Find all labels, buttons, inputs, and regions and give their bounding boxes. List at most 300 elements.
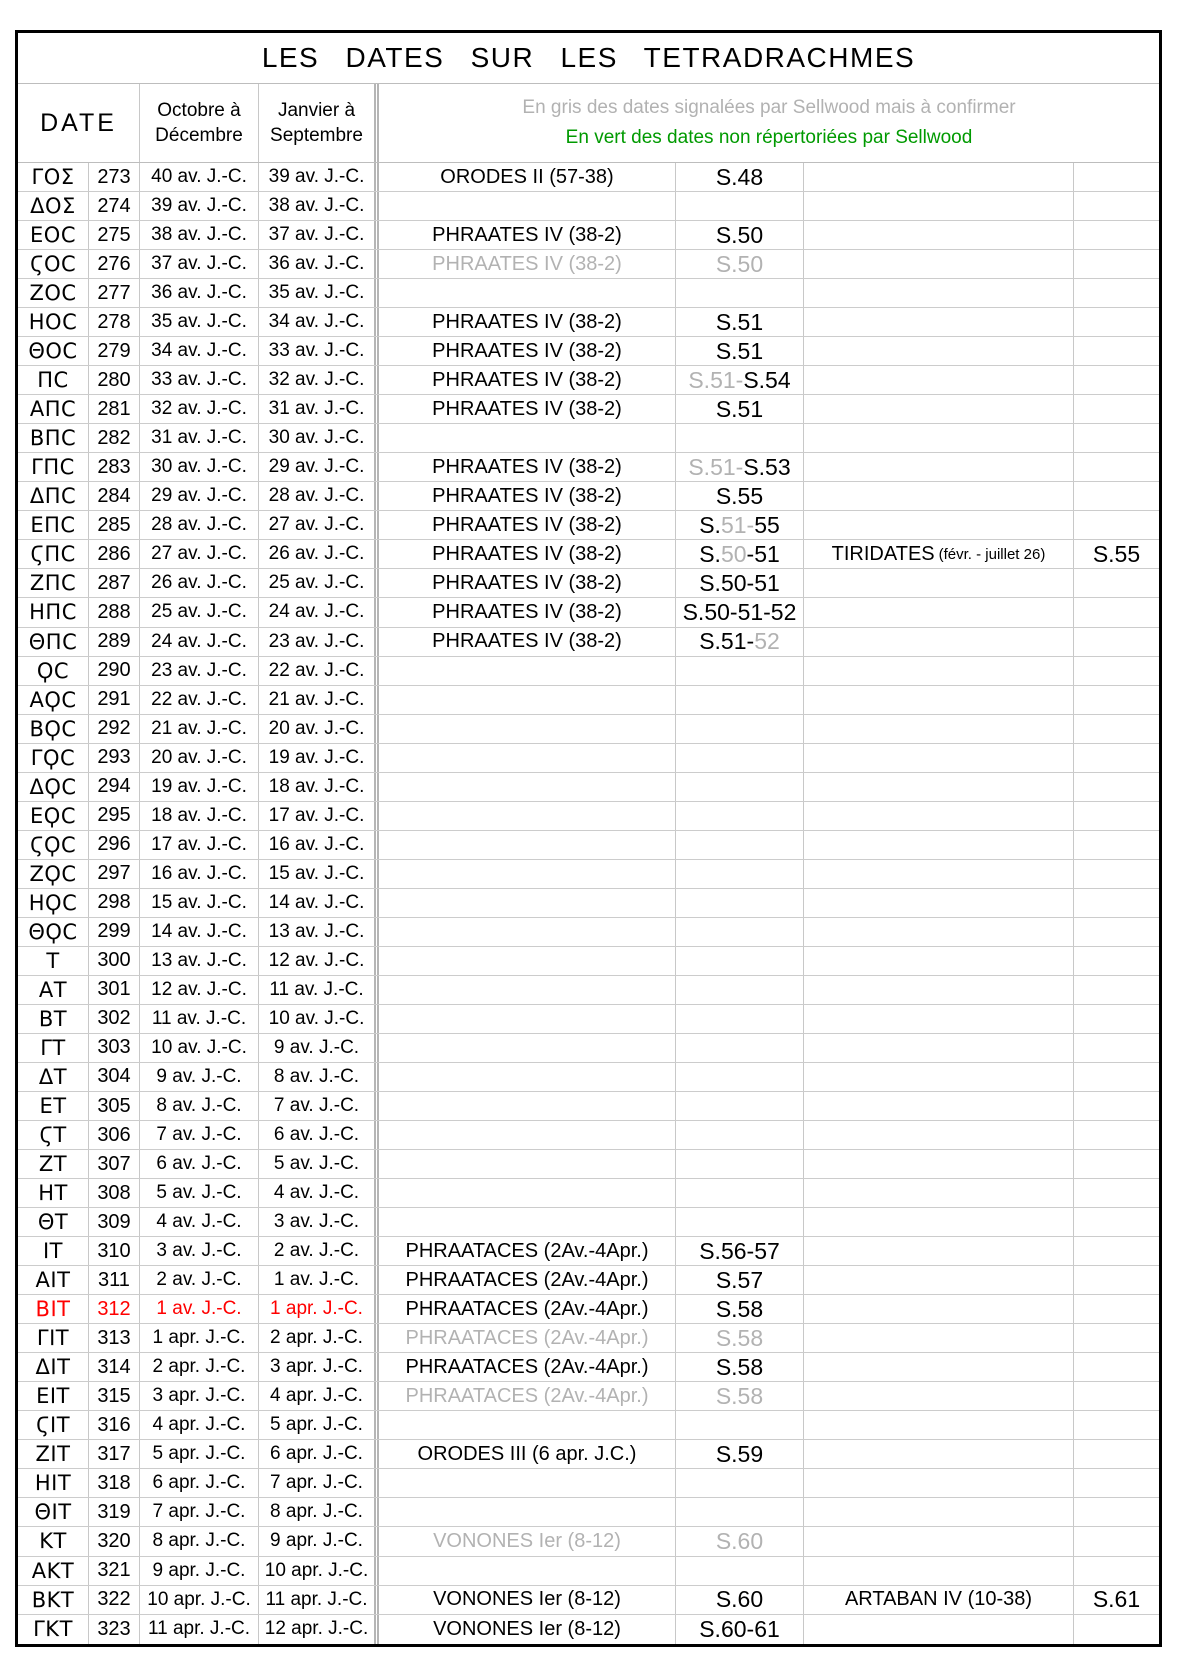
year-number-cell: 273 <box>89 163 140 191</box>
ruler2-cell <box>804 163 1074 191</box>
cell-segment: S.51 <box>715 308 764 335</box>
ruler-cell <box>379 686 676 714</box>
date-jan-sep-cell: 19 av. J.-C. <box>259 744 379 772</box>
cell-segment: PHRAATACES (2Av.-4Apr.) <box>405 1326 649 1349</box>
date-jan-sep-cell: 8 av. J.-C. <box>259 1063 379 1091</box>
table-row <box>18 250 1159 279</box>
ruler2-cell <box>804 1498 1074 1526</box>
header-oct-dec-line1: Octobre à <box>157 100 241 121</box>
date-oct-dec-cell: 3 apr. J.-C. <box>140 1382 259 1410</box>
ruler-cell <box>379 657 676 685</box>
sellwood-ref-cell <box>676 598 804 626</box>
year-number-cell: 302 <box>89 1005 140 1033</box>
table-row <box>18 1527 1159 1556</box>
table-row <box>18 395 1159 424</box>
sellwood-ref-cell <box>676 1121 804 1149</box>
ruler2-cell <box>804 947 1074 975</box>
sellwood-ref2-cell <box>1074 1557 1159 1585</box>
cell-segment: PHRAATES IV (38-2) <box>432 455 622 478</box>
ruler2-cell <box>804 1353 1074 1381</box>
year-number-cell: 285 <box>89 511 140 539</box>
cell-segment: PHRAATACES (2Av.-4Apr.) <box>405 1239 649 1262</box>
year-number-cell: 284 <box>89 482 140 510</box>
year-greek-cell: ΘΙΤ <box>18 1498 89 1526</box>
date-jan-sep-cell: 11 apr. J.-C. <box>259 1586 379 1614</box>
ruler-cell <box>379 1150 676 1178</box>
date-oct-dec-cell: 1 av. J.-C. <box>140 1295 259 1323</box>
ruler2-cell <box>804 628 1074 656</box>
sellwood-ref-cell <box>676 395 804 423</box>
date-oct-dec-cell: 35 av. J.-C. <box>140 308 259 336</box>
ruler-cell <box>379 889 676 917</box>
date-oct-dec-cell: 8 apr. J.-C. <box>140 1527 259 1555</box>
date-jan-sep-cell: 4 apr. J.-C. <box>259 1382 379 1410</box>
table-row <box>18 279 1159 308</box>
ruler-cell <box>379 1527 676 1555</box>
header-oct-dec-line2: Décembre <box>155 125 243 146</box>
sellwood-ref2-cell <box>1074 1150 1159 1178</box>
date-oct-dec-cell: 15 av. J.-C. <box>140 889 259 917</box>
table-row <box>18 628 1159 657</box>
cell-segment: PHRAATES IV (38-2) <box>432 484 622 507</box>
sellwood-ref2-cell <box>1074 540 1159 568</box>
year-number-cell: 303 <box>89 1034 140 1062</box>
year-number-cell: 322 <box>89 1586 140 1614</box>
year-number-cell: 305 <box>89 1092 140 1120</box>
cell-segment: S.48 <box>715 163 764 190</box>
table-row <box>18 1498 1159 1527</box>
table-row <box>18 308 1159 337</box>
date-oct-dec-cell: 5 av. J.-C. <box>140 1179 259 1207</box>
ruler2-cell <box>804 511 1074 539</box>
sellwood-ref2-cell <box>1074 221 1159 249</box>
date-oct-dec-cell: 27 av. J.-C. <box>140 540 259 568</box>
sellwood-ref2-cell <box>1074 889 1159 917</box>
date-oct-dec-cell: 32 av. J.-C. <box>140 395 259 423</box>
year-greek-cell: ΕΤ <box>18 1092 89 1120</box>
sellwood-ref-cell <box>676 540 804 568</box>
ruler-cell <box>379 308 676 336</box>
date-jan-sep-cell: 24 av. J.-C. <box>259 598 379 626</box>
date-oct-dec-cell: 34 av. J.-C. <box>140 337 259 365</box>
year-number-cell: 293 <box>89 744 140 772</box>
cell-segment: 55 <box>754 511 780 538</box>
sellwood-ref-cell <box>676 1237 804 1265</box>
year-greek-cell: ϚΤ <box>18 1121 89 1149</box>
header-date: DATE <box>18 84 140 162</box>
date-oct-dec-cell: 2 apr. J.-C. <box>140 1353 259 1381</box>
year-number-cell: 311 <box>89 1266 140 1294</box>
table-row <box>18 1353 1159 1382</box>
date-jan-sep-cell: 14 av. J.-C. <box>259 889 379 917</box>
date-jan-sep-cell: 8 apr. J.-C. <box>259 1498 379 1526</box>
sellwood-ref-cell <box>676 424 804 452</box>
sellwood-ref2-cell <box>1074 1498 1159 1526</box>
ruler2-cell <box>804 802 1074 830</box>
year-number-cell: 300 <box>89 947 140 975</box>
sellwood-ref-cell <box>676 1092 804 1120</box>
sellwood-ref2-cell <box>1074 482 1159 510</box>
date-oct-dec-cell: 6 av. J.-C. <box>140 1150 259 1178</box>
date-oct-dec-cell: 37 av. J.-C. <box>140 250 259 278</box>
ruler2-cell <box>804 250 1074 278</box>
sellwood-ref2-cell <box>1074 279 1159 307</box>
year-number-cell: 282 <box>89 424 140 452</box>
sellwood-ref-cell <box>676 947 804 975</box>
year-greek-cell: ϚϘϹ <box>18 831 89 859</box>
date-oct-dec-cell: 7 apr. J.-C. <box>140 1498 259 1526</box>
year-greek-cell: Τ <box>18 947 89 975</box>
date-oct-dec-cell: 16 av. J.-C. <box>140 860 259 888</box>
legend-green-note: En vert des dates non répertoriées par Sellwood <box>565 127 973 148</box>
ruler-cell <box>379 1063 676 1091</box>
date-oct-dec-cell: 11 apr. J.-C. <box>140 1615 259 1644</box>
sellwood-ref2-cell <box>1074 1615 1159 1644</box>
cell-segment: S.53 <box>743 453 791 480</box>
table-row <box>18 918 1159 947</box>
table-row <box>18 337 1159 366</box>
ruler-cell <box>379 1237 676 1265</box>
table-row <box>18 482 1159 511</box>
ruler-cell <box>379 163 676 191</box>
date-oct-dec-cell: 25 av. J.-C. <box>140 598 259 626</box>
date-oct-dec-cell: 11 av. J.-C. <box>140 1005 259 1033</box>
sellwood-ref-cell <box>676 744 804 772</box>
year-greek-cell: ϚΟϹ <box>18 250 89 278</box>
sellwood-ref-cell <box>676 860 804 888</box>
cell-segment: PHRAATACES (2Av.-4Apr.) <box>405 1384 649 1407</box>
year-greek-cell: ΗΤ <box>18 1179 89 1207</box>
sellwood-ref-cell <box>676 453 804 481</box>
ruler2-cell <box>804 831 1074 859</box>
year-greek-cell: ΘΠϹ <box>18 628 89 656</box>
year-number-cell: 291 <box>89 686 140 714</box>
cell-segment: S.58 <box>715 1295 764 1322</box>
date-oct-dec-cell: 10 av. J.-C. <box>140 1034 259 1062</box>
table-row <box>18 540 1159 569</box>
sellwood-ref-cell <box>676 279 804 307</box>
table-row <box>18 1324 1159 1353</box>
table-body <box>18 163 1159 1644</box>
sellwood-ref-cell <box>676 1353 804 1381</box>
legend-gray-note: En gris des dates signalées par Sellwood mais à confirmer <box>522 97 1016 118</box>
cell-segment: S.54 <box>743 366 791 393</box>
table-row <box>18 1063 1159 1092</box>
ruler-cell <box>379 1440 676 1468</box>
ruler2-cell <box>804 540 1074 568</box>
year-greek-cell: ΚΤ <box>18 1527 89 1555</box>
year-greek-cell: ΓϘϹ <box>18 744 89 772</box>
date-jan-sep-cell: 5 av. J.-C. <box>259 1150 379 1178</box>
ruler-cell <box>379 279 676 307</box>
ruler2-cell <box>804 1615 1074 1644</box>
cell-segment: PHRAATES IV (38-2) <box>432 542 622 565</box>
sellwood-ref2-cell <box>1074 831 1159 859</box>
sellwood-ref2-cell <box>1074 1382 1159 1410</box>
table-row <box>18 976 1159 1005</box>
date-oct-dec-cell: 40 av. J.-C. <box>140 163 259 191</box>
ruler-cell <box>379 1586 676 1614</box>
date-jan-sep-cell: 17 av. J.-C. <box>259 802 379 830</box>
cell-segment: TIRIDATES <box>831 542 935 565</box>
ruler-cell <box>379 1324 676 1352</box>
ruler-cell <box>379 540 676 568</box>
sellwood-ref2-cell <box>1074 1121 1159 1149</box>
date-jan-sep-cell: 34 av. J.-C. <box>259 308 379 336</box>
sellwood-ref2-cell <box>1074 453 1159 481</box>
sellwood-ref-cell <box>676 1005 804 1033</box>
year-greek-cell: ϘϹ <box>18 657 89 685</box>
sellwood-ref2-cell <box>1074 628 1159 656</box>
date-jan-sep-cell: 11 av. J.-C. <box>259 976 379 1004</box>
date-jan-sep-cell: 6 apr. J.-C. <box>259 1440 379 1468</box>
ruler-cell <box>379 1353 676 1381</box>
date-oct-dec-cell: 24 av. J.-C. <box>140 628 259 656</box>
date-jan-sep-cell: 33 av. J.-C. <box>259 337 379 365</box>
sellwood-ref-cell <box>676 1150 804 1178</box>
table-row <box>18 221 1159 250</box>
year-number-cell: 289 <box>89 628 140 656</box>
year-greek-cell: ΗΠϹ <box>18 598 89 626</box>
sellwood-ref-cell <box>676 1295 804 1323</box>
sellwood-ref-cell <box>676 366 804 394</box>
ruler-cell <box>379 1179 676 1207</box>
sellwood-ref2-cell <box>1074 163 1159 191</box>
sellwood-ref2-cell <box>1074 250 1159 278</box>
date-oct-dec-cell: 10 apr. J.-C. <box>140 1586 259 1614</box>
cell-segment: ORODES III (6 apr. J.C.) <box>417 1442 637 1465</box>
sellwood-ref-cell <box>676 628 804 656</box>
date-jan-sep-cell: 39 av. J.-C. <box>259 163 379 191</box>
ruler2-cell <box>804 976 1074 1004</box>
date-oct-dec-cell: 13 av. J.-C. <box>140 947 259 975</box>
date-jan-sep-cell: 26 av. J.-C. <box>259 540 379 568</box>
year-greek-cell: ΓΟΣ <box>18 163 89 191</box>
sellwood-ref2-cell <box>1074 598 1159 626</box>
cell-segment: S. <box>699 540 721 567</box>
year-number-cell: 318 <box>89 1469 140 1497</box>
sellwood-ref-cell <box>676 1208 804 1236</box>
year-greek-cell: ϚΙΤ <box>18 1411 89 1439</box>
sellwood-ref2-cell <box>1074 1063 1159 1091</box>
year-greek-cell: ΗΙΤ <box>18 1469 89 1497</box>
date-oct-dec-cell: 7 av. J.-C. <box>140 1121 259 1149</box>
ruler2-cell <box>804 366 1074 394</box>
ruler-cell <box>379 1121 676 1149</box>
ruler-cell <box>379 1557 676 1585</box>
cell-segment: S.59 <box>715 1440 764 1467</box>
table-row <box>18 366 1159 395</box>
header-oct-dec <box>140 84 259 162</box>
year-greek-cell: ΙΤ <box>18 1237 89 1265</box>
year-number-cell: 304 <box>89 1063 140 1091</box>
cell-segment: S.60-61 <box>699 1615 780 1642</box>
year-greek-cell: ΗΟϹ <box>18 308 89 336</box>
year-number-cell: 313 <box>89 1324 140 1352</box>
date-jan-sep-cell: 10 av. J.-C. <box>259 1005 379 1033</box>
sellwood-ref-cell <box>676 686 804 714</box>
date-jan-sep-cell: 9 apr. J.-C. <box>259 1527 379 1555</box>
sellwood-ref2-cell <box>1074 976 1159 1004</box>
year-greek-cell: ΑΙΤ <box>18 1266 89 1294</box>
cell-segment: PHRAATES IV (38-2) <box>432 368 622 391</box>
ruler-cell <box>379 1034 676 1062</box>
year-number-cell: 275 <box>89 221 140 249</box>
cell-segment: PHRAATES IV (38-2) <box>432 397 622 420</box>
table-row <box>18 1586 1159 1615</box>
sellwood-ref-cell <box>676 657 804 685</box>
sellwood-ref2-cell <box>1074 569 1159 597</box>
year-number-cell: 323 <box>89 1615 140 1644</box>
table-row <box>18 1034 1159 1063</box>
year-number-cell: 301 <box>89 976 140 1004</box>
year-number-cell: 320 <box>89 1527 140 1555</box>
date-jan-sep-cell: 25 av. J.-C. <box>259 569 379 597</box>
date-jan-sep-cell: 7 av. J.-C. <box>259 1092 379 1120</box>
ruler2-cell <box>804 1150 1074 1178</box>
ruler-cell <box>379 918 676 946</box>
year-greek-cell: ΑΚΤ <box>18 1557 89 1585</box>
sellwood-ref2-cell <box>1074 1179 1159 1207</box>
date-oct-dec-cell: 4 av. J.-C. <box>140 1208 259 1236</box>
sellwood-ref2-cell <box>1074 1324 1159 1352</box>
table-row <box>18 1121 1159 1150</box>
year-number-cell: 283 <box>89 453 140 481</box>
year-number-cell: 290 <box>89 657 140 685</box>
date-jan-sep-cell: 30 av. J.-C. <box>259 424 379 452</box>
date-jan-sep-cell: 35 av. J.-C. <box>259 279 379 307</box>
table-row <box>18 1295 1159 1324</box>
sellwood-ref-cell <box>676 192 804 220</box>
ruler-cell <box>379 744 676 772</box>
date-jan-sep-cell: 23 av. J.-C. <box>259 628 379 656</box>
date-jan-sep-cell: 5 apr. J.-C. <box>259 1411 379 1439</box>
sellwood-ref2-cell <box>1074 511 1159 539</box>
cell-segment: S.56-57 <box>699 1237 780 1264</box>
ruler2-cell <box>804 453 1074 481</box>
year-greek-cell: ΔΟΣ <box>18 192 89 220</box>
table-row <box>18 860 1159 889</box>
cell-segment: S.60 <box>715 1586 764 1613</box>
table-header <box>18 84 1159 163</box>
ruler2-cell <box>804 1092 1074 1120</box>
header-jan-sep-line1: Janvier à <box>277 100 356 121</box>
ruler2-cell <box>804 1469 1074 1497</box>
sellwood-ref2-cell <box>1074 1208 1159 1236</box>
sellwood-ref-cell <box>676 773 804 801</box>
sellwood-ref2-cell <box>1074 1034 1159 1062</box>
ruler-cell <box>379 1382 676 1410</box>
cell-segment: PHRAATES IV (38-2) <box>432 310 622 333</box>
cell-segment: S.50-51-52 <box>682 598 797 625</box>
page-title: LES DATES SUR LES TETRADRACHMES <box>18 33 1159 84</box>
date-oct-dec-cell: 9 apr. J.-C. <box>140 1557 259 1585</box>
year-greek-cell: ΖΙΤ <box>18 1440 89 1468</box>
year-number-cell: 314 <box>89 1353 140 1381</box>
year-number-cell: 308 <box>89 1179 140 1207</box>
table-row <box>18 163 1159 192</box>
ruler2-cell <box>804 1121 1074 1149</box>
date-oct-dec-cell: 33 av. J.-C. <box>140 366 259 394</box>
date-oct-dec-cell: 30 av. J.-C. <box>140 453 259 481</box>
date-oct-dec-cell: 38 av. J.-C. <box>140 221 259 249</box>
cell-segment: PHRAATES IV (38-2) <box>432 513 622 536</box>
cell-segment: PHRAATES IV (38-2) <box>432 571 622 594</box>
ruler2-cell <box>804 744 1074 772</box>
date-oct-dec-cell: 23 av. J.-C. <box>140 657 259 685</box>
cell-segment: S.58 <box>715 1382 764 1409</box>
header-legend <box>379 84 1159 162</box>
cell-segment: S.55 <box>1092 540 1141 567</box>
year-greek-cell: ΖΠϹ <box>18 569 89 597</box>
ruler-cell <box>379 1208 676 1236</box>
year-number-cell: 315 <box>89 1382 140 1410</box>
cell-segment: VONONES Ier (8-12) <box>433 1588 621 1611</box>
ruler2-cell <box>804 1440 1074 1468</box>
table-row <box>18 1469 1159 1498</box>
date-jan-sep-cell: 29 av. J.-C. <box>259 453 379 481</box>
date-jan-sep-cell: 27 av. J.-C. <box>259 511 379 539</box>
year-number-cell: 307 <box>89 1150 140 1178</box>
ruler2-cell <box>804 308 1074 336</box>
date-jan-sep-cell: 28 av. J.-C. <box>259 482 379 510</box>
ruler2-cell <box>804 569 1074 597</box>
date-jan-sep-cell: 6 av. J.-C. <box>259 1121 379 1149</box>
date-jan-sep-cell: 12 av. J.-C. <box>259 947 379 975</box>
year-number-cell: 277 <box>89 279 140 307</box>
date-jan-sep-cell: 1 av. J.-C. <box>259 1266 379 1294</box>
year-number-cell: 316 <box>89 1411 140 1439</box>
sellwood-ref-cell <box>676 889 804 917</box>
ruler2-cell <box>804 192 1074 220</box>
ruler2-cell <box>804 1324 1074 1352</box>
cell-segment: S.58 <box>715 1324 764 1351</box>
sellwood-ref2-cell <box>1074 1469 1159 1497</box>
date-oct-dec-cell: 3 av. J.-C. <box>140 1237 259 1265</box>
year-greek-cell: ΑΠϹ <box>18 395 89 423</box>
ruler-cell <box>379 773 676 801</box>
year-greek-cell: ΓΠϹ <box>18 453 89 481</box>
ruler2-cell <box>804 1179 1074 1207</box>
year-greek-cell: ΒΙΤ <box>18 1295 89 1323</box>
table-row <box>18 569 1159 598</box>
year-number-cell: 297 <box>89 860 140 888</box>
sellwood-ref2-cell <box>1074 802 1159 830</box>
date-oct-dec-cell: 31 av. J.-C. <box>140 424 259 452</box>
ruler-cell <box>379 250 676 278</box>
ruler2-cell <box>804 918 1074 946</box>
ruler-cell <box>379 1498 676 1526</box>
ruler2-cell <box>804 657 1074 685</box>
table-row <box>18 889 1159 918</box>
year-greek-cell: ΓΤ <box>18 1034 89 1062</box>
table-row <box>18 1150 1159 1179</box>
year-greek-cell: ΘΟϹ <box>18 337 89 365</box>
ruler-cell <box>379 831 676 859</box>
date-jan-sep-cell: 4 av. J.-C. <box>259 1179 379 1207</box>
sellwood-ref-cell <box>676 308 804 336</box>
year-number-cell: 292 <box>89 715 140 743</box>
cell-segment: S.60 <box>715 1527 764 1554</box>
date-oct-dec-cell: 20 av. J.-C. <box>140 744 259 772</box>
sellwood-ref2-cell <box>1074 947 1159 975</box>
table-row <box>18 686 1159 715</box>
year-greek-cell: ΓΙΤ <box>18 1324 89 1352</box>
date-jan-sep-cell: 31 av. J.-C. <box>259 395 379 423</box>
ruler-cell <box>379 221 676 249</box>
ruler2-cell <box>804 424 1074 452</box>
date-oct-dec-cell: 22 av. J.-C. <box>140 686 259 714</box>
